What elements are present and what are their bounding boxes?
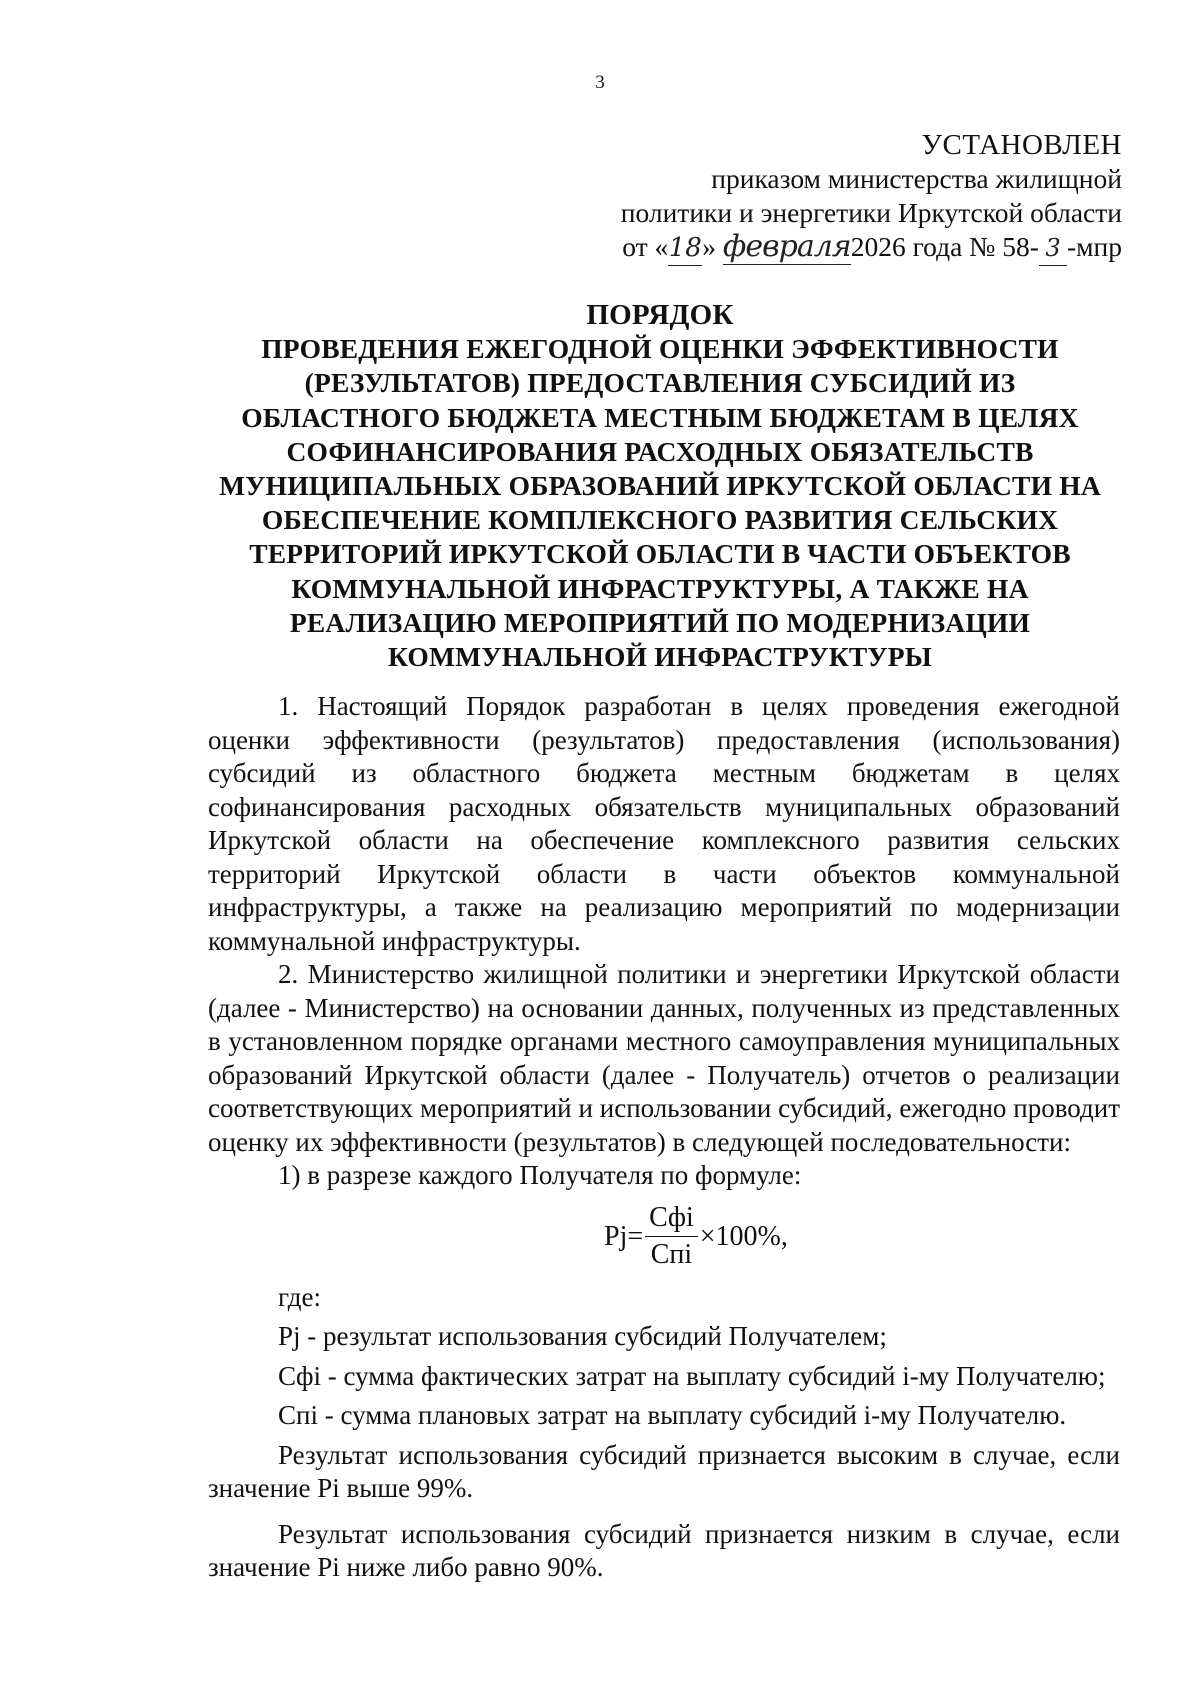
definition-spi: Спi - сумма плановых затрат на выплату субсидий i-му Получателю. <box>278 1400 1067 1430</box>
title-line: ОБЕСПЕЧЕНИЕ КОМПЛЕКСНОГО РАЗВИТИЯ СЕЛЬСКИХ <box>261 504 1059 536</box>
page-number: 3 <box>595 72 605 93</box>
handwritten-day: 18 <box>668 231 702 266</box>
approval-line-2: политики и энергетики Иркутской области <box>620 197 1122 228</box>
paragraph-result-high: Результат использования субсидий признается высоким в случае, если значение Pi выше 99%. <box>208 1439 1120 1503</box>
title-line: ПРОВЕДЕНИЯ ЕЖЕГОДНОЙ ОЦЕНКИ ЭФФЕКТИВНОСТИ <box>261 333 1059 365</box>
definition-pj: Pj - результат использования субсидий Получателем; <box>278 1321 887 1351</box>
title-line: ОБЛАСТНОГО БЮДЖЕТА МЕСТНЫМ БЮДЖЕТАМ В ЦЕЛЯХ <box>241 401 1079 433</box>
formula <box>208 1193 1120 1281</box>
approval-date-line <box>621 230 1122 266</box>
title-line: РЕАЛИЗАЦИЮ МЕРОПРИЯТИЙ ПО МОДЕРНИЗАЦИИ <box>289 606 1031 638</box>
title-line: МУНИЦИПАЛЬНЫХ ОБРАЗОВАНИЙ ИРКУТСКОЙ ОБЛАСТИ НА <box>219 470 1101 502</box>
paragraph-result-low: Результат использования субсидий признается низким в случае, если значение Pi ниже либо равно 90%. <box>208 1518 1120 1582</box>
paragraph-1: 1. Настоящий Порядок разработан в целях проведения ежегодной оценки эффективности (результатов) предоставления (использования) субсидий из областного бюджета местным бюджетам в целях софинансирования расходных обязательств муниципальных образований Иркутской области на обеспечение комплексного развития сельских территорий Иркутской области в части объектов коммунальной инфраструктуры, а также на реализацию мероприятий по модернизации коммунальной инфраструктуры. <box>208 691 1120 956</box>
formula-denominator: Спi <box>650 1239 693 1270</box>
paragraph-3: 1) в разрезе каждого Получателя по формуле: <box>278 1160 802 1190</box>
title-line: КОММУНАЛЬНОЙ ИНФРАСТРУКТУРЫ, А ТАКЖЕ НА <box>291 572 1029 604</box>
date-year-text: 2026 года № 58- <box>850 231 1039 262</box>
formula-fraction <box>645 1200 698 1273</box>
where-label: где: <box>278 1281 321 1312</box>
title-main: ПОРЯДОК <box>586 299 734 331</box>
document-title <box>200 298 1120 674</box>
title-line: КОММУНАЛЬНОЙ ИНФРАСТРУКТУРЫ <box>387 641 933 673</box>
title-line: (РЕЗУЛЬТАТОВ) ПРЕДОСТАВЛЕНИЯ СУБСИДИЙ ИЗ <box>304 367 1016 399</box>
approval-line-1: приказом министерства жилищной <box>711 163 1122 194</box>
handwritten-month: февраля <box>722 229 851 264</box>
approval-heading: УСТАНОВЛЕН <box>921 129 1122 161</box>
formula-numerator: Сфi <box>645 1200 698 1237</box>
title-line: ТЕРРИТОРИЙ ИРКУТСКОЙ ОБЛАСТИ В ЧАСТИ ОБЪЕКТОВ <box>249 538 1071 570</box>
title-line: СОФИНАНСИРОВАНИЯ РАСХОДНЫХ ОБЯЗАТЕЛЬСТВ <box>286 435 1034 467</box>
date-quote-close: » <box>702 231 717 262</box>
approval-stamp <box>621 128 1122 266</box>
order-suffix: -мпр <box>1066 231 1122 262</box>
paragraph-2: 2. Министерство жилищной политики и энергетики Иркутской области (далее - Министерство) на основании данных, полученных из представленных в установленном порядке органами местного самоуправления муниципальных образований Иркутской области (далее - Получатель) отчетов о реализации соответствующих мероприятий и использовании субсидий, ежегодно проводит оценку их эффективности (результатов) в следующей последовательности: <box>208 959 1120 1157</box>
definition-sfi: Сфi - сумма фактических затрат на выплату субсидий i-му Получателю; <box>278 1360 1106 1391</box>
formula-rhs: ×100%, <box>699 1220 788 1252</box>
date-prefix: от « <box>622 231 669 262</box>
handwritten-order-number: 3 <box>1039 231 1067 266</box>
document-body <box>208 690 1120 1585</box>
formula-lhs: Pj= <box>604 1220 644 1252</box>
